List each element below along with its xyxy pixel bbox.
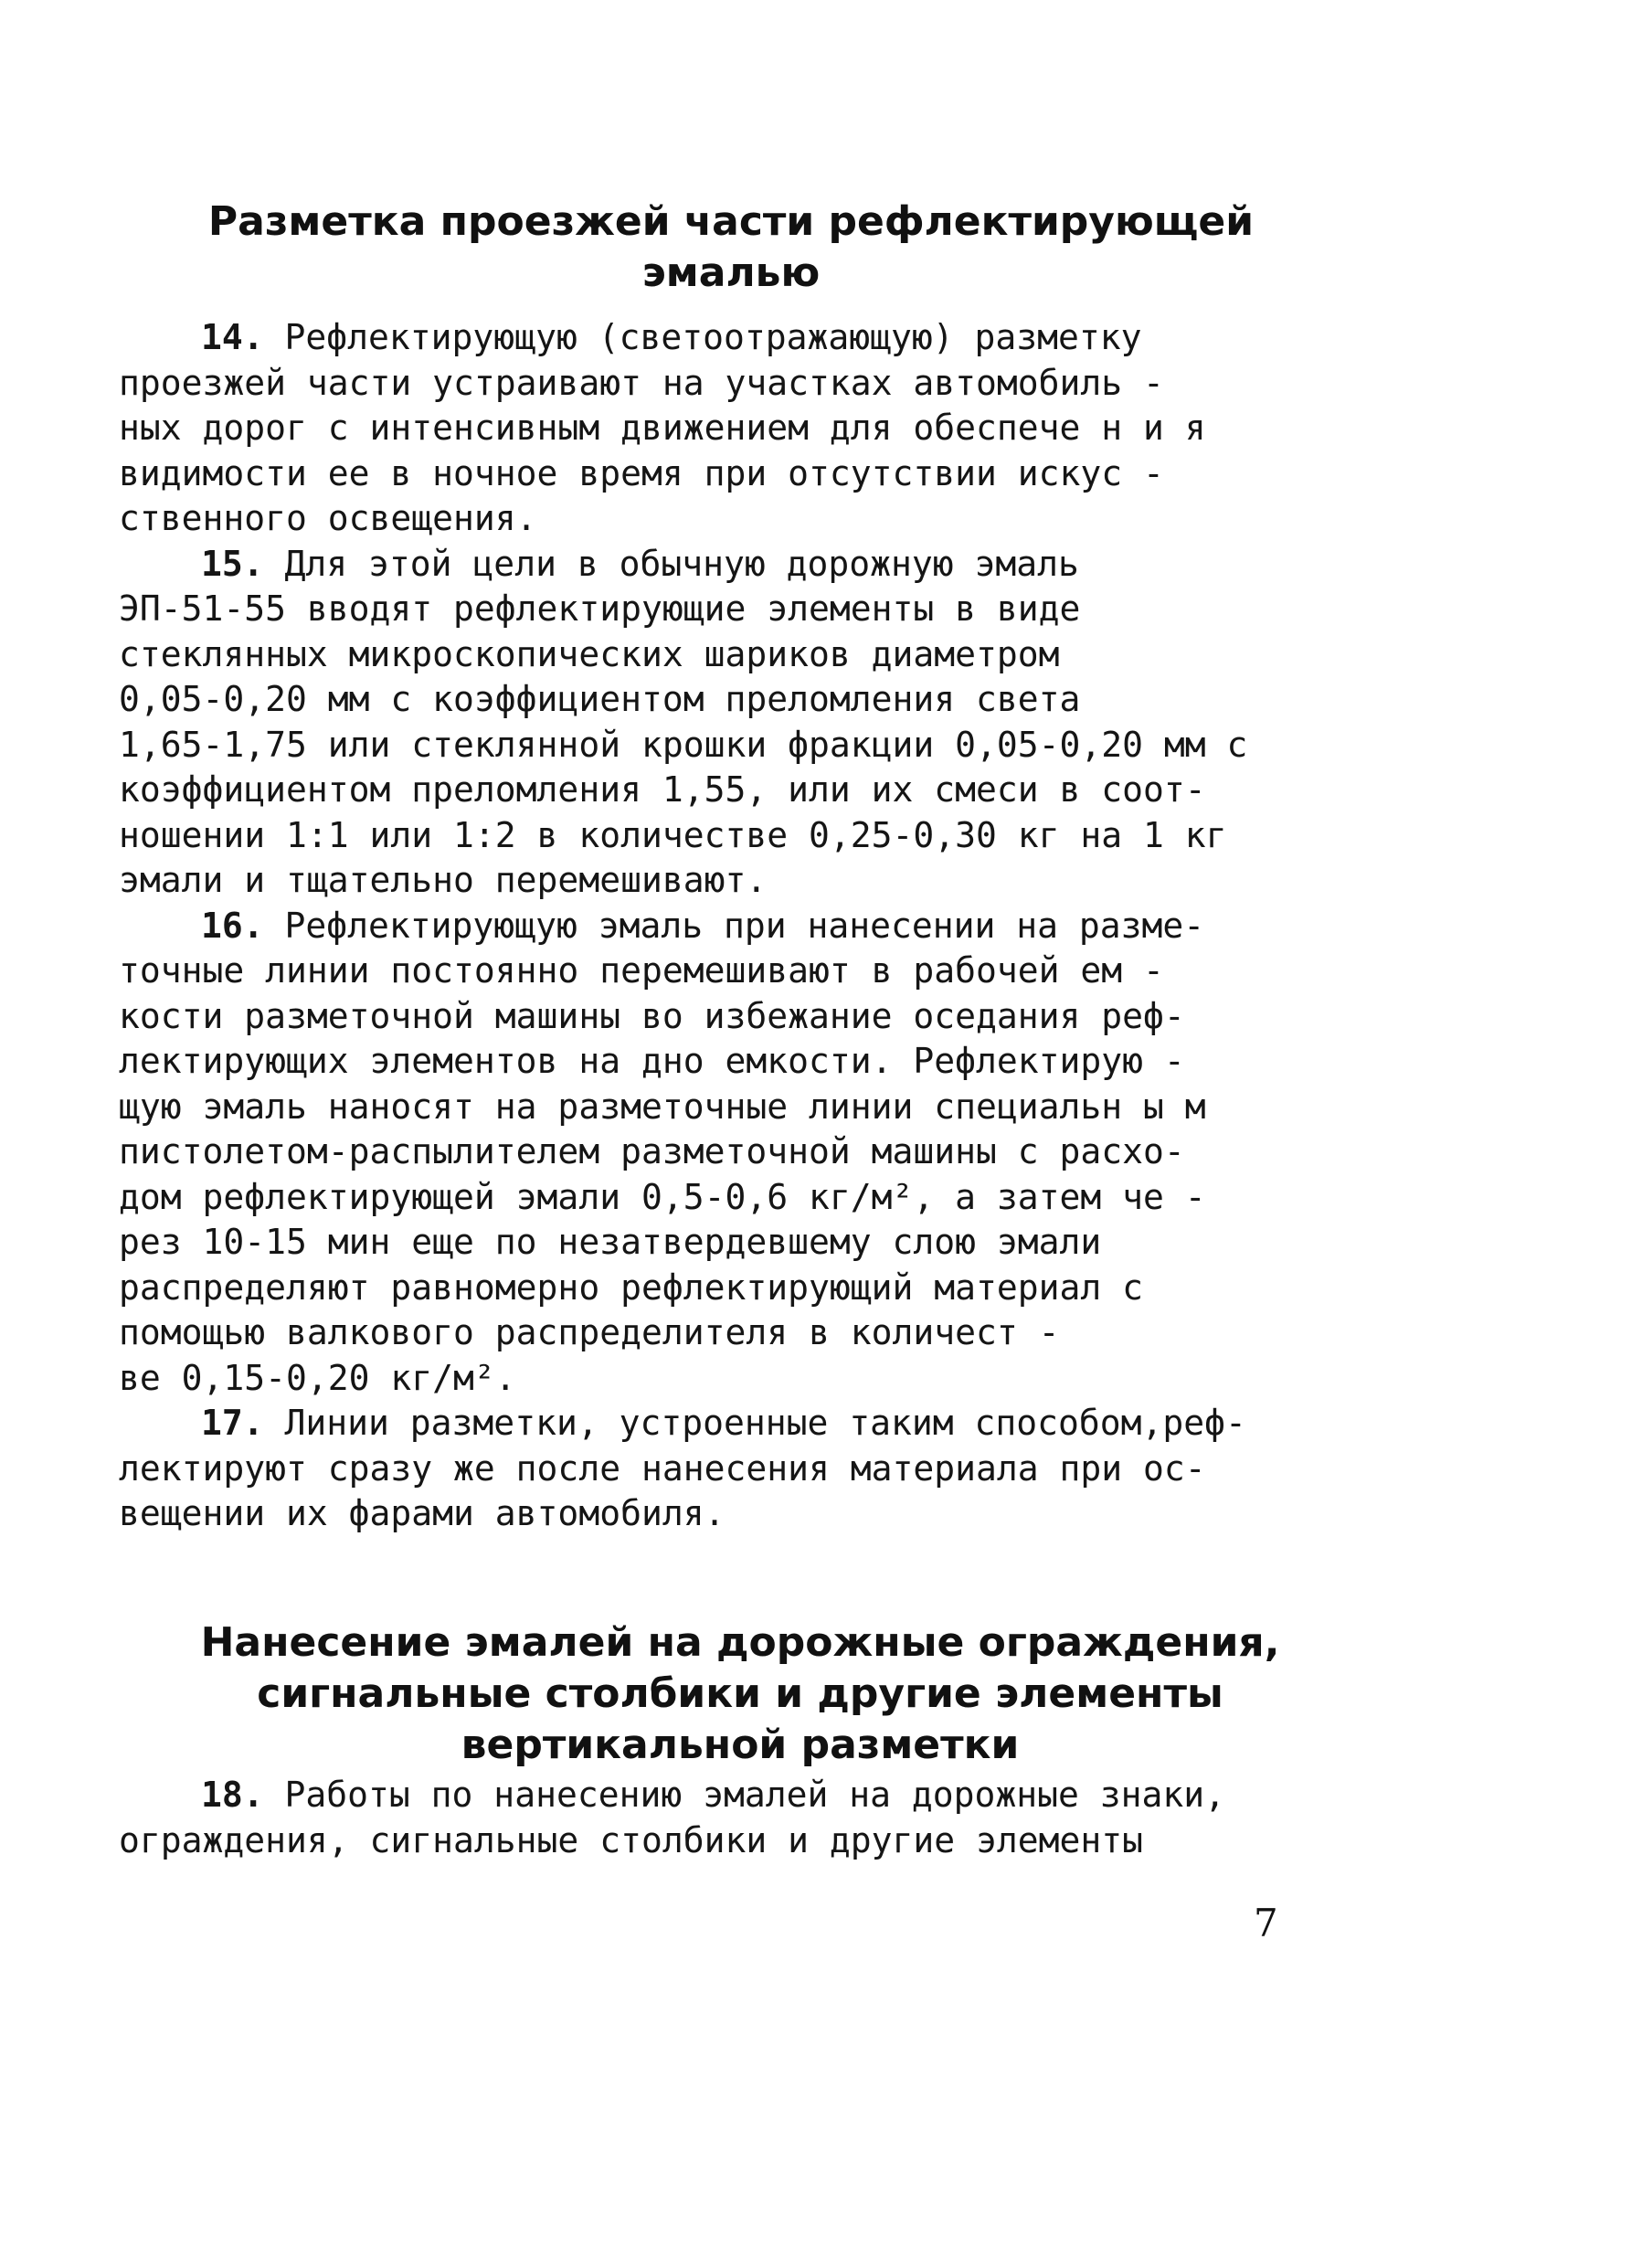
line-text: Линии разметки, устроенные таким способом,реф- xyxy=(284,1403,1246,1443)
paragraph-line: дом рефлектирующей эмали 0,5-0,6 кг/м², а затем че - xyxy=(119,1176,1206,1217)
paragraph-line: эмали и тщательно перемешивают. xyxy=(119,860,768,900)
paragraph-line: помощью валкового распределителя в количест - xyxy=(119,1312,1060,1352)
paragraph-number: 18. xyxy=(201,1775,264,1815)
paragraph-line xyxy=(119,542,1316,588)
paragraph-line: видимости ее в ночное время при отсутствии искус - xyxy=(119,452,1164,493)
paragraph-line: ношении 1:1 или 1:2 в количестве 0,25-0,30 кг на 1 кг xyxy=(119,814,1227,855)
line-text: Для этой цели в обычную дорожную эмаль xyxy=(284,543,1079,584)
paragraph-line: коэффициентом преломления 1,55, или их смеси в соот- xyxy=(119,769,1206,810)
paragraph-15 xyxy=(119,542,1316,904)
paragraph-18 xyxy=(119,1773,1316,1863)
heading-line: вертикальной разметки xyxy=(461,1722,1020,1768)
paragraph-17 xyxy=(119,1401,1316,1537)
page-number: 7 xyxy=(1254,1901,1278,1945)
paragraph-16 xyxy=(119,904,1316,1402)
paragraph-line: ственного освещения. xyxy=(119,498,537,538)
paragraph-line: ных дорог с интенсивным движением для обеспече н и я xyxy=(119,408,1206,448)
paragraph-line: проезжей части устраивают на участках автомобиль - xyxy=(119,362,1164,403)
paragraph-line: распределяют равномерно рефлектирующий материал с xyxy=(119,1266,1144,1308)
paragraph-line: ограждения, сигнальные столбики и другие элементы xyxy=(119,1819,1144,1860)
section-heading-road-barriers xyxy=(146,1617,1334,1771)
paragraph-line xyxy=(119,904,1316,949)
heading-line: Разметка проезжей части рефлектирующей xyxy=(207,198,1255,245)
paragraph-line: лектирующих элементов на дно емкости. Рефлектирую - xyxy=(119,1041,1185,1081)
heading-line: Нанесение эмалей на дорожные ограждения, xyxy=(200,1619,1280,1666)
paragraph-number: 16. xyxy=(201,905,264,946)
line-text: Работы по нанесению эмалей на дорожные знаки, xyxy=(284,1775,1226,1815)
section-heading-reflective-marking xyxy=(164,196,1297,299)
line-text: Рефлектирующую эмаль при нанесении на разме- xyxy=(284,905,1205,946)
paragraph-line: стеклянных микроскопических шариков диаметром xyxy=(119,633,1060,674)
paragraph-number: 15. xyxy=(201,543,264,584)
paragraph-line xyxy=(119,315,1316,361)
paragraph-line xyxy=(119,1773,1316,1818)
paragraph-line: рез 10-15 мин еще по незатвердевшему слою эмали xyxy=(119,1222,1102,1262)
paragraph-line: вещении их фарами автомобиля. xyxy=(119,1493,725,1533)
paragraph-line: лектируют сразу же после нанесения материала при ос- xyxy=(119,1447,1206,1489)
paragraph-line: пистолетом-распылителем разметочной машины с расхо- xyxy=(119,1131,1185,1171)
line-text: Рефлектирующую (светоотражающую) разметку xyxy=(284,317,1142,357)
paragraph-line: ве 0,15-0,20 кг/м². xyxy=(119,1357,516,1398)
paragraph-number: 14. xyxy=(201,317,264,357)
paragraph-line xyxy=(119,1401,1316,1447)
heading-line: эмалью xyxy=(641,249,821,296)
heading-line: сигнальные столбики и другие элементы xyxy=(257,1670,1223,1717)
paragraph-number: 17. xyxy=(201,1403,264,1443)
paragraph-line: кости разметочной машины во избежание оседания реф- xyxy=(119,995,1185,1036)
paragraph-line: 1,65-1,75 или стеклянной крошки фракции 0,05-0,20 мм с xyxy=(119,724,1248,765)
paragraph-line: точные линии постоянно перемешивают в рабочей ем - xyxy=(119,950,1164,991)
paragraph-line: 0,05-0,20 мм с коэффициентом преломления света xyxy=(119,679,1081,719)
section-body-reflective-marking xyxy=(119,315,1316,1537)
paragraph-line: ЭП-51-55 вводят рефлектирующие элементы в виде xyxy=(119,588,1081,629)
paragraph-14 xyxy=(119,315,1316,542)
section-body-road-barriers xyxy=(119,1773,1316,1863)
paragraph-line: щую эмаль наносят на разметочные линии специальн ы м xyxy=(119,1086,1206,1127)
